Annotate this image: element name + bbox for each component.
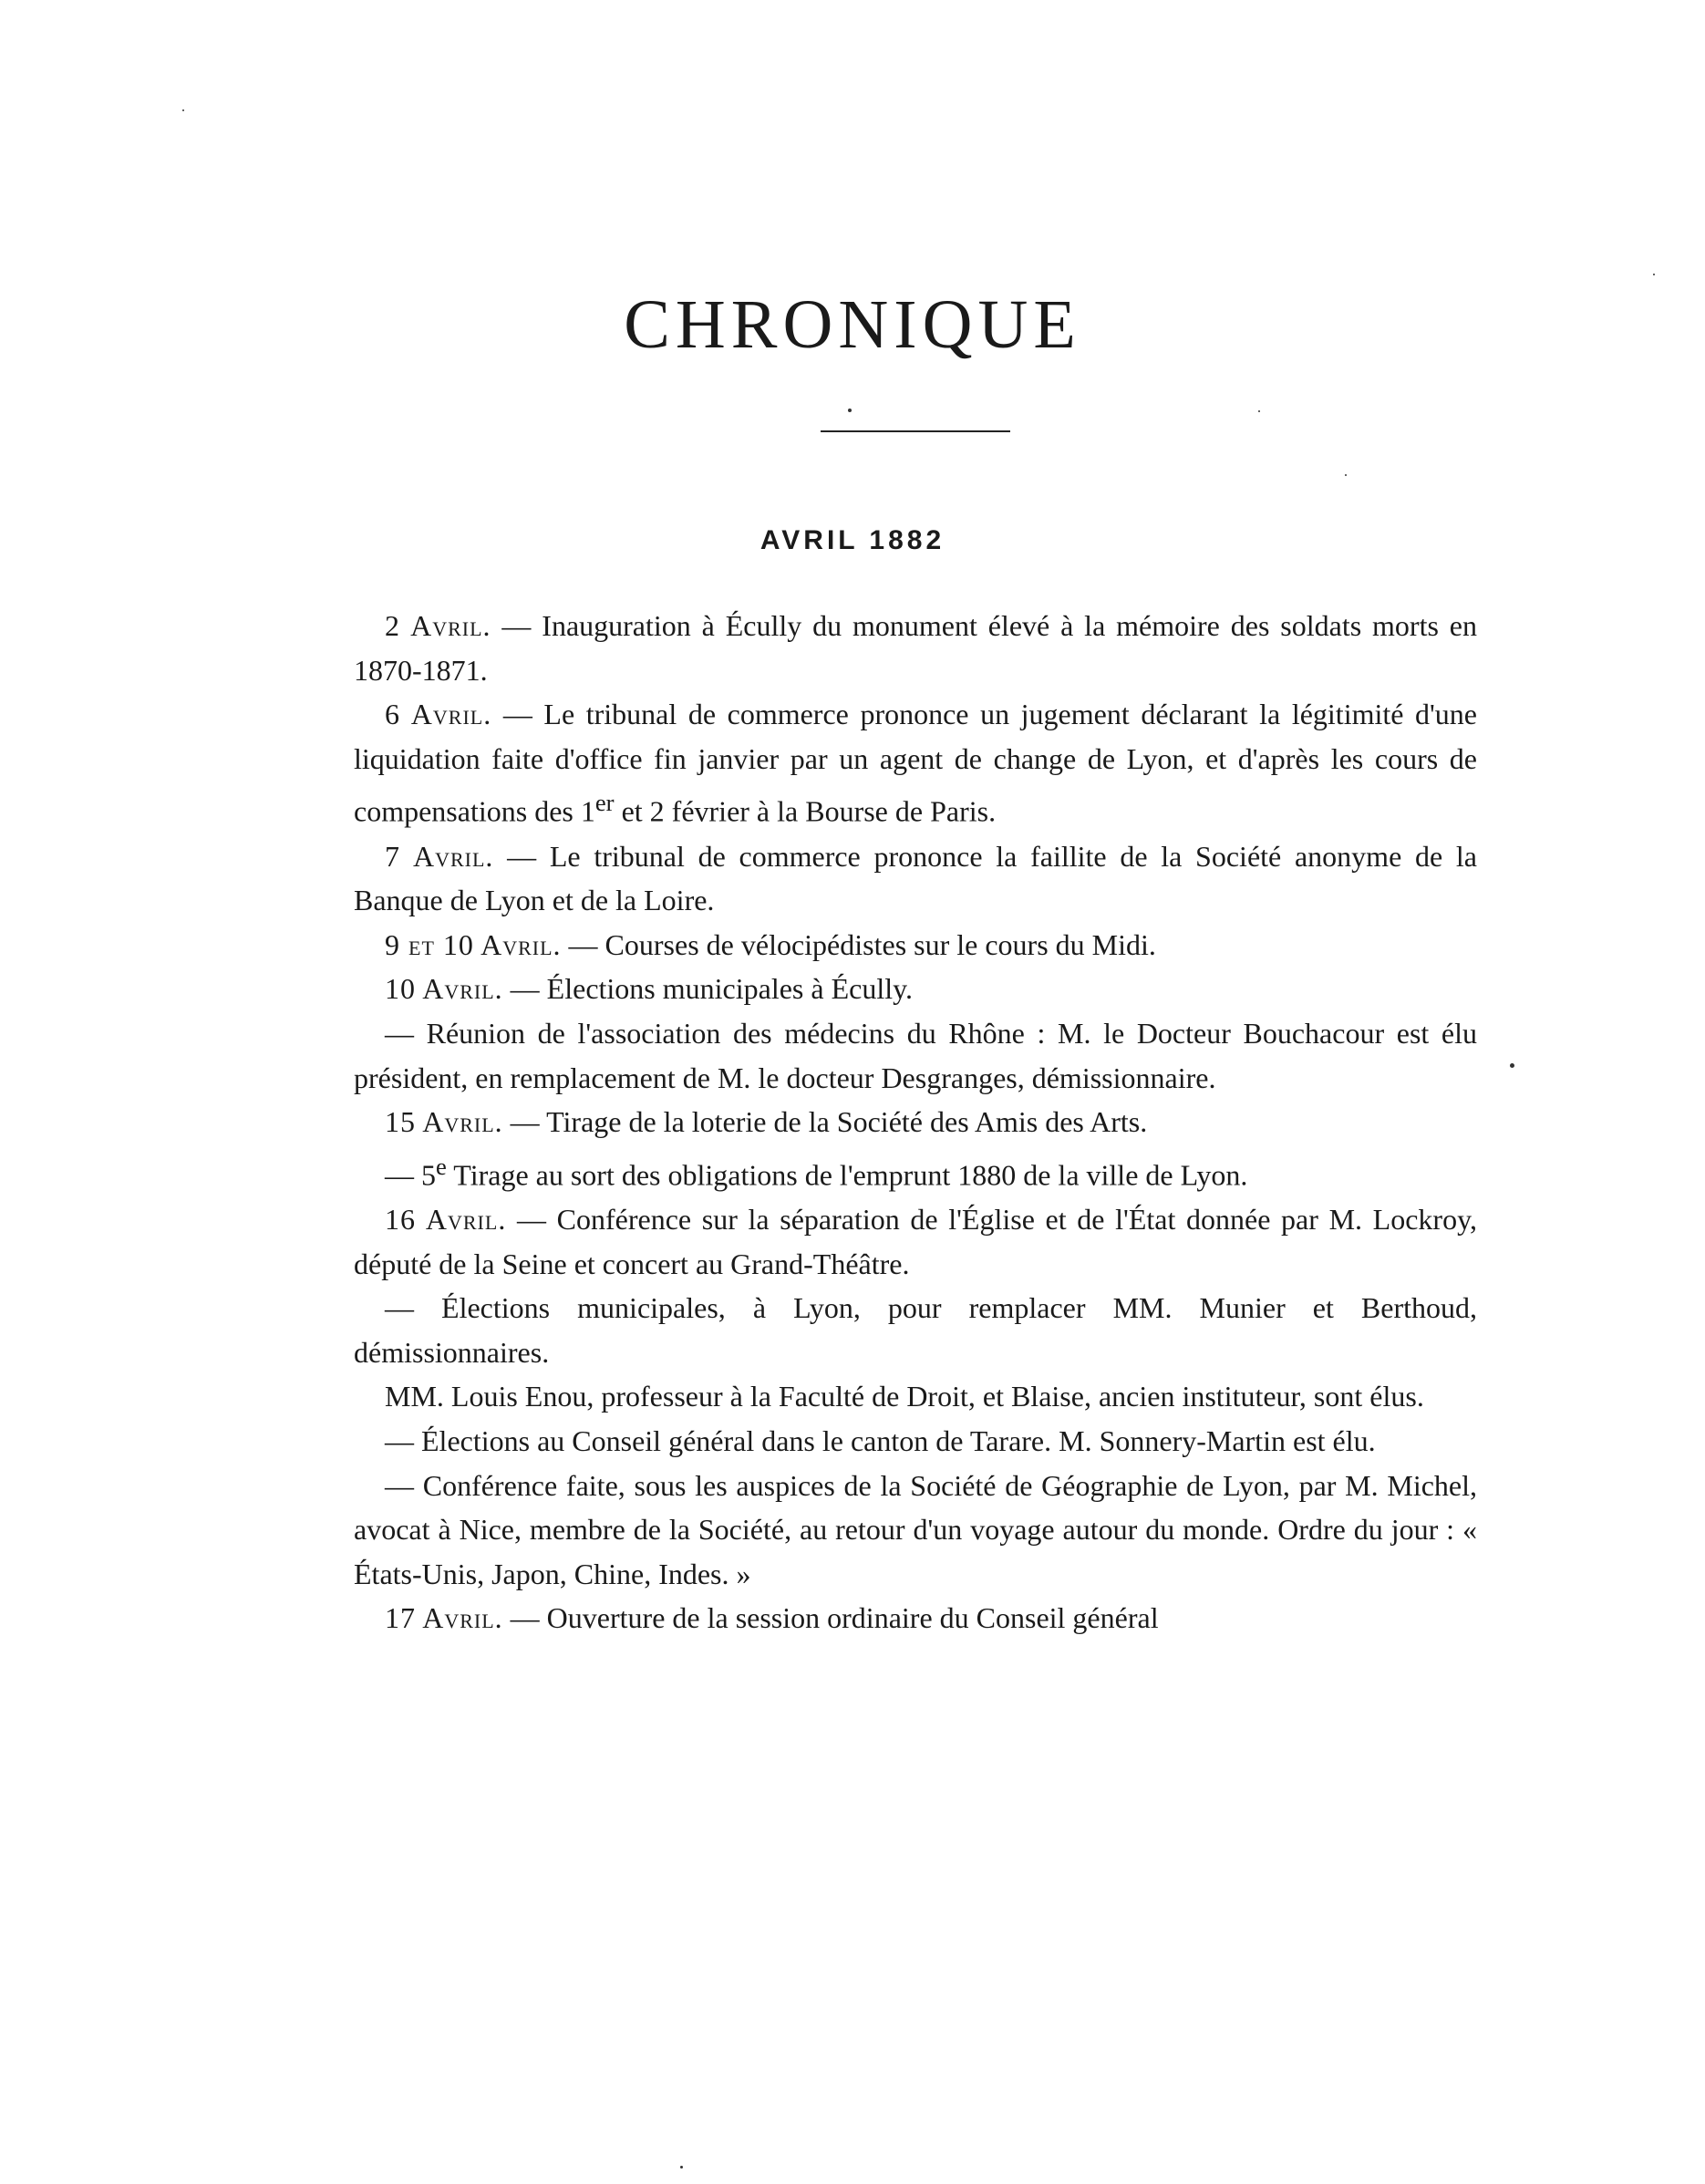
entry xyxy=(354,967,1477,1011)
entry-prefix: — 5 xyxy=(385,1158,436,1192)
entry xyxy=(354,1419,1477,1464)
title-rule xyxy=(821,430,1010,432)
scan-speck xyxy=(182,109,184,111)
entry-text: — Élections municipales à Écully. xyxy=(502,972,914,1006)
entry-text: MM. Louis Enou, professeur à la Faculté de Droit, et Blaise, ancien instituteur, sont élus. xyxy=(385,1380,1424,1413)
page-title: CHRONIQUE xyxy=(624,286,1081,363)
entry xyxy=(354,692,1477,833)
scan-speck xyxy=(1258,410,1260,412)
scan-speck xyxy=(1653,274,1655,275)
entry-text: — Élections municipales, à Lyon, pour remplacer MM. Munier et Berthoud, démissionnaires. xyxy=(354,1291,1477,1369)
entry-ordinal-number: 1 xyxy=(580,795,595,829)
entry-text: Tirage au sort des obligations de l'emprunt 1880 de la ville de Lyon. xyxy=(446,1158,1248,1192)
entry xyxy=(354,1011,1477,1100)
ornament-dot xyxy=(848,409,852,412)
entry-text: — Élections au Conseil général dans le canton de Tarare. M. Sonnery-Martin est élu. xyxy=(385,1424,1376,1457)
entry xyxy=(354,1596,1477,1641)
entry-text: — Courses de vélocipédistes sur le cours du Midi. xyxy=(561,927,1156,961)
entry-ordinal-suffix: e xyxy=(436,1152,447,1180)
entry-date: 16 Avril. xyxy=(385,1203,507,1237)
entry xyxy=(354,1144,1477,1197)
entry-date: 10 Avril. xyxy=(385,972,503,1006)
entry-text: — Le tribunal de commerce prononce la faillite de la Société anonyme de la Banque de Lyon et de la Loire. xyxy=(354,839,1478,917)
entry-text: — Conférence sur la séparation de l'Église et de l'État donnée par M. Lockroy, député de la Seine et concert au Grand-Théâtre. xyxy=(354,1203,1478,1280)
scan-speck xyxy=(680,2166,683,2168)
entry-ordinal-suffix: er xyxy=(594,789,615,817)
entry xyxy=(354,604,1477,692)
entry-text: — Inauguration à Écully du monument élevé à la mémoire des soldats morts en 1870-1871. xyxy=(354,609,1478,687)
entry-date: 9 et 10 Avril. xyxy=(385,927,562,961)
entry xyxy=(354,834,1477,923)
scan-speck xyxy=(1510,1063,1514,1068)
entry-text: — Réunion de l'association des médecins du Rhône : M. le Docteur Bouchacour est élu président, en remplacement de M. le docteur Desgranges, démissionnaire. xyxy=(354,1017,1477,1094)
entry-date: 6 Avril. xyxy=(385,698,492,731)
entry-date: 2 Avril. xyxy=(385,609,491,642)
chronicle-entries xyxy=(354,604,1477,1641)
entry xyxy=(354,1100,1477,1144)
entry xyxy=(354,923,1477,968)
entry-text: — Conférence faite, sous les auspices de la Société de Géographie de Lyon, par M. Michel, avocat à Nice, membre de la Société, au retour d'un voyage autour du monde. Ordre du jour : « États-Unis, Japon, Chine, Indes. » xyxy=(354,1468,1477,1590)
entry-date: 15 Avril. xyxy=(385,1105,503,1139)
entry xyxy=(354,1374,1477,1419)
entry xyxy=(354,1286,1477,1374)
entry xyxy=(354,1464,1477,1597)
entry-text: — Tirage de la loterie de la Société des Amis des Arts. xyxy=(502,1105,1148,1139)
entry-date: 17 Avril. xyxy=(385,1601,503,1635)
entry-text-continued: et 2 février à la Bourse de Paris. xyxy=(614,795,997,829)
entry xyxy=(354,1197,1477,1286)
section-heading: AVRIL 1882 xyxy=(760,525,946,555)
entry-text: — Ouverture de la session ordinaire du Conseil général xyxy=(502,1601,1159,1635)
entry-text: — Le tribunal de commerce prononce un jugement déclarant la légitimité d'une liquidation faite d'office fin janvier par un agent de change de Lyon, et d'après les cours de compensations des xyxy=(354,698,1478,829)
entry-date: 7 Avril. xyxy=(385,839,494,873)
scan-speck xyxy=(1345,474,1347,476)
